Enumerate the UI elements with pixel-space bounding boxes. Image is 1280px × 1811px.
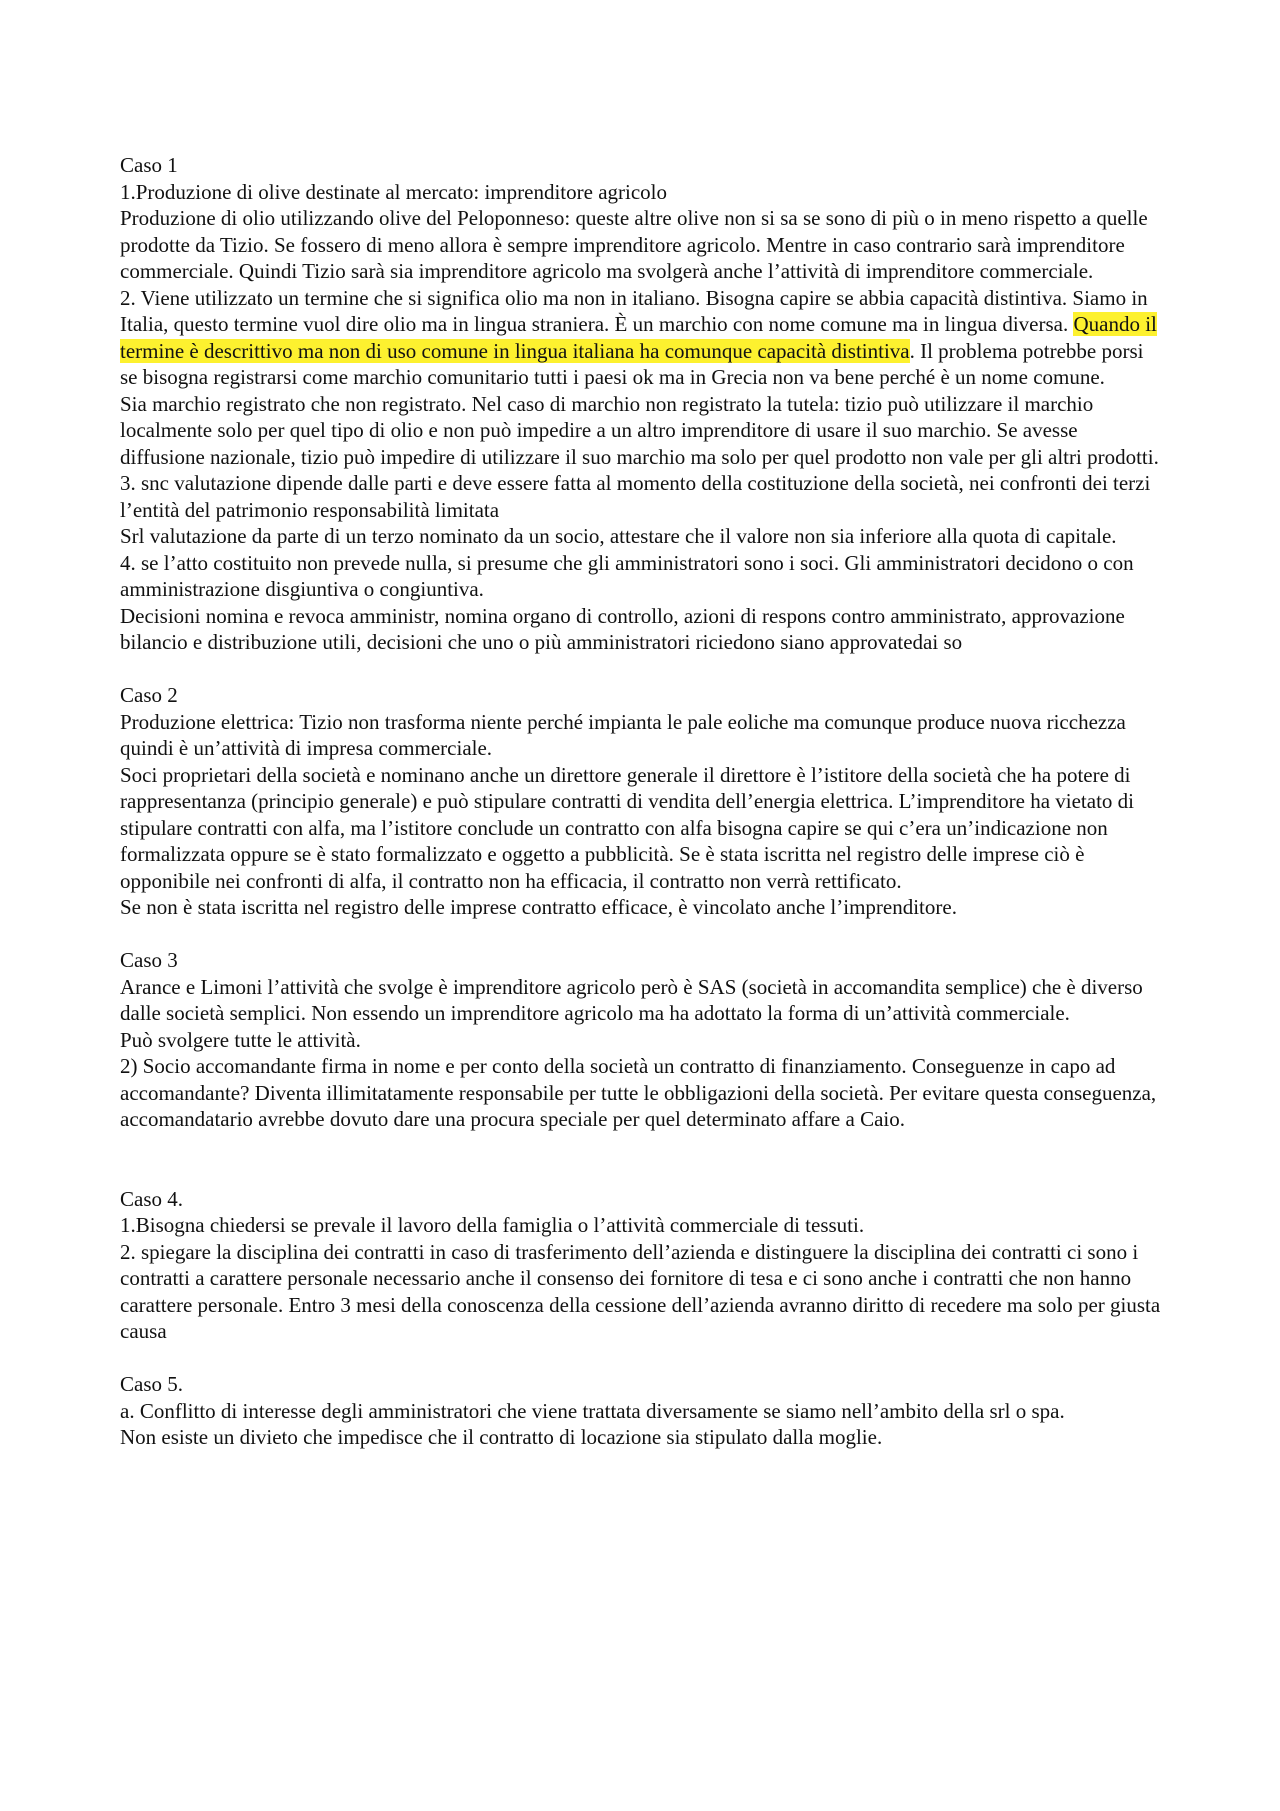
spacer [120,921,1165,948]
paragraph-text: . Il problema potrebbe porsi se bisogna registrarsi come marchio comunitario tutti i paesi ok ma in Grecia non va bene perché è un nome comune. [120,338,1144,389]
paragraph: 2. spiegare la disciplina dei contratti in caso di trasferimento dell’azienda e distinguere la disciplina dei contratti ci sono i contratti a carattere personale necessario anche il consenso dei fornitore di tesa e ci sono anche i contratti che non hanno carattere personale. Entro 3 mesi della conoscenza della cessione dell’azienda avranno diritto di recedere ma solo per giusta causa [120,1239,1161,1343]
paragraph: a. Conflitto di interesse degli amministratori che viene trattata diversamente se siamo nell’ambito della srl o spa. [120,1398,1065,1423]
paragraph: Sia marchio registrato che non registrato. Nel caso di marchio non registrato la tutela: tizio può utilizzare il marchio localmente solo per quel tipo di olio e non può impedire a un altro imprenditore di usare il suo marchio. Se avesse diffusione nazionale, tizio può impedire di utilizzare il suo marchio ma solo per quel prodotto non vale per gli altri prodotti. [120,391,1159,469]
paragraph: Non esiste un divieto che impedisce che il contratto di locazione sia stipulato dalla moglie. [120,1425,883,1449]
paragraph: Soci proprietari della società e nominano anche un direttore generale il direttore è l’istitore della società che ha potere di rappresentanza (principio generale) e può stipulare contratti di vendita dell’energia elettrica. L’imprenditore ha vietato di stipulare contratti con alfa, ma l’istitore conclude un contratto con alfa bisogna capire se qui c’era un’indicazione non formalizzata oppure se è stato formalizzato e oggetto a pubblicità. Se è stata iscritta nel registro delle imprese ciò è opponibile nei confronti di alfa, il contratto non ha efficacia, il contratto non verrà rettificato. [120,762,1134,893]
section-title: Caso 1 [120,153,178,177]
section-title: Caso 5. [120,1372,183,1396]
section-caso-5 [120,1371,1165,1451]
paragraph-with-highlight [120,285,1165,391]
paragraph: 3. snc valutazione dipende dalle parti e deve essere fatta al momento della costituzione della società, nei confronti dei terzi l’entità del patrimonio responsabilità limitata [120,471,1151,522]
section-caso-3 [120,947,1165,1133]
paragraph: Decisioni nomina e revoca amministr, nomina organo di controllo, azioni di respons contro amministrato, approvazione bilancio e distribuzione utili, decisioni che uno o più amministratori riciedono siano approvatedai so [120,603,1125,654]
highlighted-text: Quando il termine è descrittivo ma non di uso comune in lingua italiana ha comunque capacità distintiva [120,312,1157,363]
paragraph: Produzione elettrica: Tizio non trasforma niente perché impianta le pale eoliche ma comunque produce nuova ricchezza quindi è un’attività di impresa commerciale. [120,709,1126,760]
section-caso-2 [120,682,1165,921]
spacer [120,656,1165,683]
paragraph-text: 2. Viene utilizzato un termine che si significa olio ma non in italiano. Bisogna capire se abbia capacità distintiva. Siamo in Italia, questo termine vuol dire olio ma in lingua straniera. È un marchio con nome comune ma in lingua diversa. [120,285,1148,336]
document-body [120,152,1165,1451]
paragraph: 1.Produzione di olive destinate al mercato: imprenditore agricolo [120,179,667,204]
paragraph: 4. se l’atto costituito non prevede nulla, si presume che gli amministratori sono i soci. Gli amministratori decidono o con amministrazione disgiuntiva o congiuntiva. [120,550,1134,601]
section-caso-1 [120,152,1165,656]
paragraph: Produzione di olio utilizzando olive del Peloponneso: queste altre olive non si sa se sono di più o in meno rispetto a quelle prodotte da Tizio. Se fossero di meno allora è sempre imprenditore agricolo. Mentre in caso contrario sarà imprenditore commerciale. Quindi Tizio sarà sia imprenditore agricolo ma svolgerà anche l’attività di imprenditore commerciale. [120,206,1148,283]
section-title: Caso 3 [120,948,178,972]
paragraph: Arance e Limoni l’attività che svolge è imprenditore agricolo però è SAS (società in accomandita semplice) che è diverso dalle società semplici. Non essendo un imprenditore agricolo ma ha adottato la forma di un’attività commerciale. [120,974,1143,1025]
paragraph: Può svolgere tutte le attività. [120,1027,361,1052]
paragraph: Se non è stata iscritta nel registro delle imprese contratto efficace, è vincolato anche l’imprenditore. [120,895,957,919]
spacer [120,1345,1165,1372]
section-caso-4 [120,1186,1165,1345]
paragraph: 1.Bisogna chiedersi se prevale il lavoro della famiglia o l’attività commerciale di tessuti. [120,1213,865,1237]
paragraph: 2) Socio accomandante firma in nome e per conto della società un contratto di finanziamento. Conseguenze in capo ad accomandante? Diventa illimitatamente responsabile per tutte le obbligazioni della società. Per evitare questa conseguenza, accomandatario avrebbe dovuto dare una procura speciale per quel determinato affare a Caio. [120,1054,1157,1131]
section-title: Caso 2 [120,683,178,707]
section-title: Caso 4. [120,1186,183,1211]
paragraph: Srl valutazione da parte di un terzo nominato da un socio, attestare che il valore non sia inferiore alla quota di capitale. [120,524,1117,548]
spacer [120,1133,1165,1186]
